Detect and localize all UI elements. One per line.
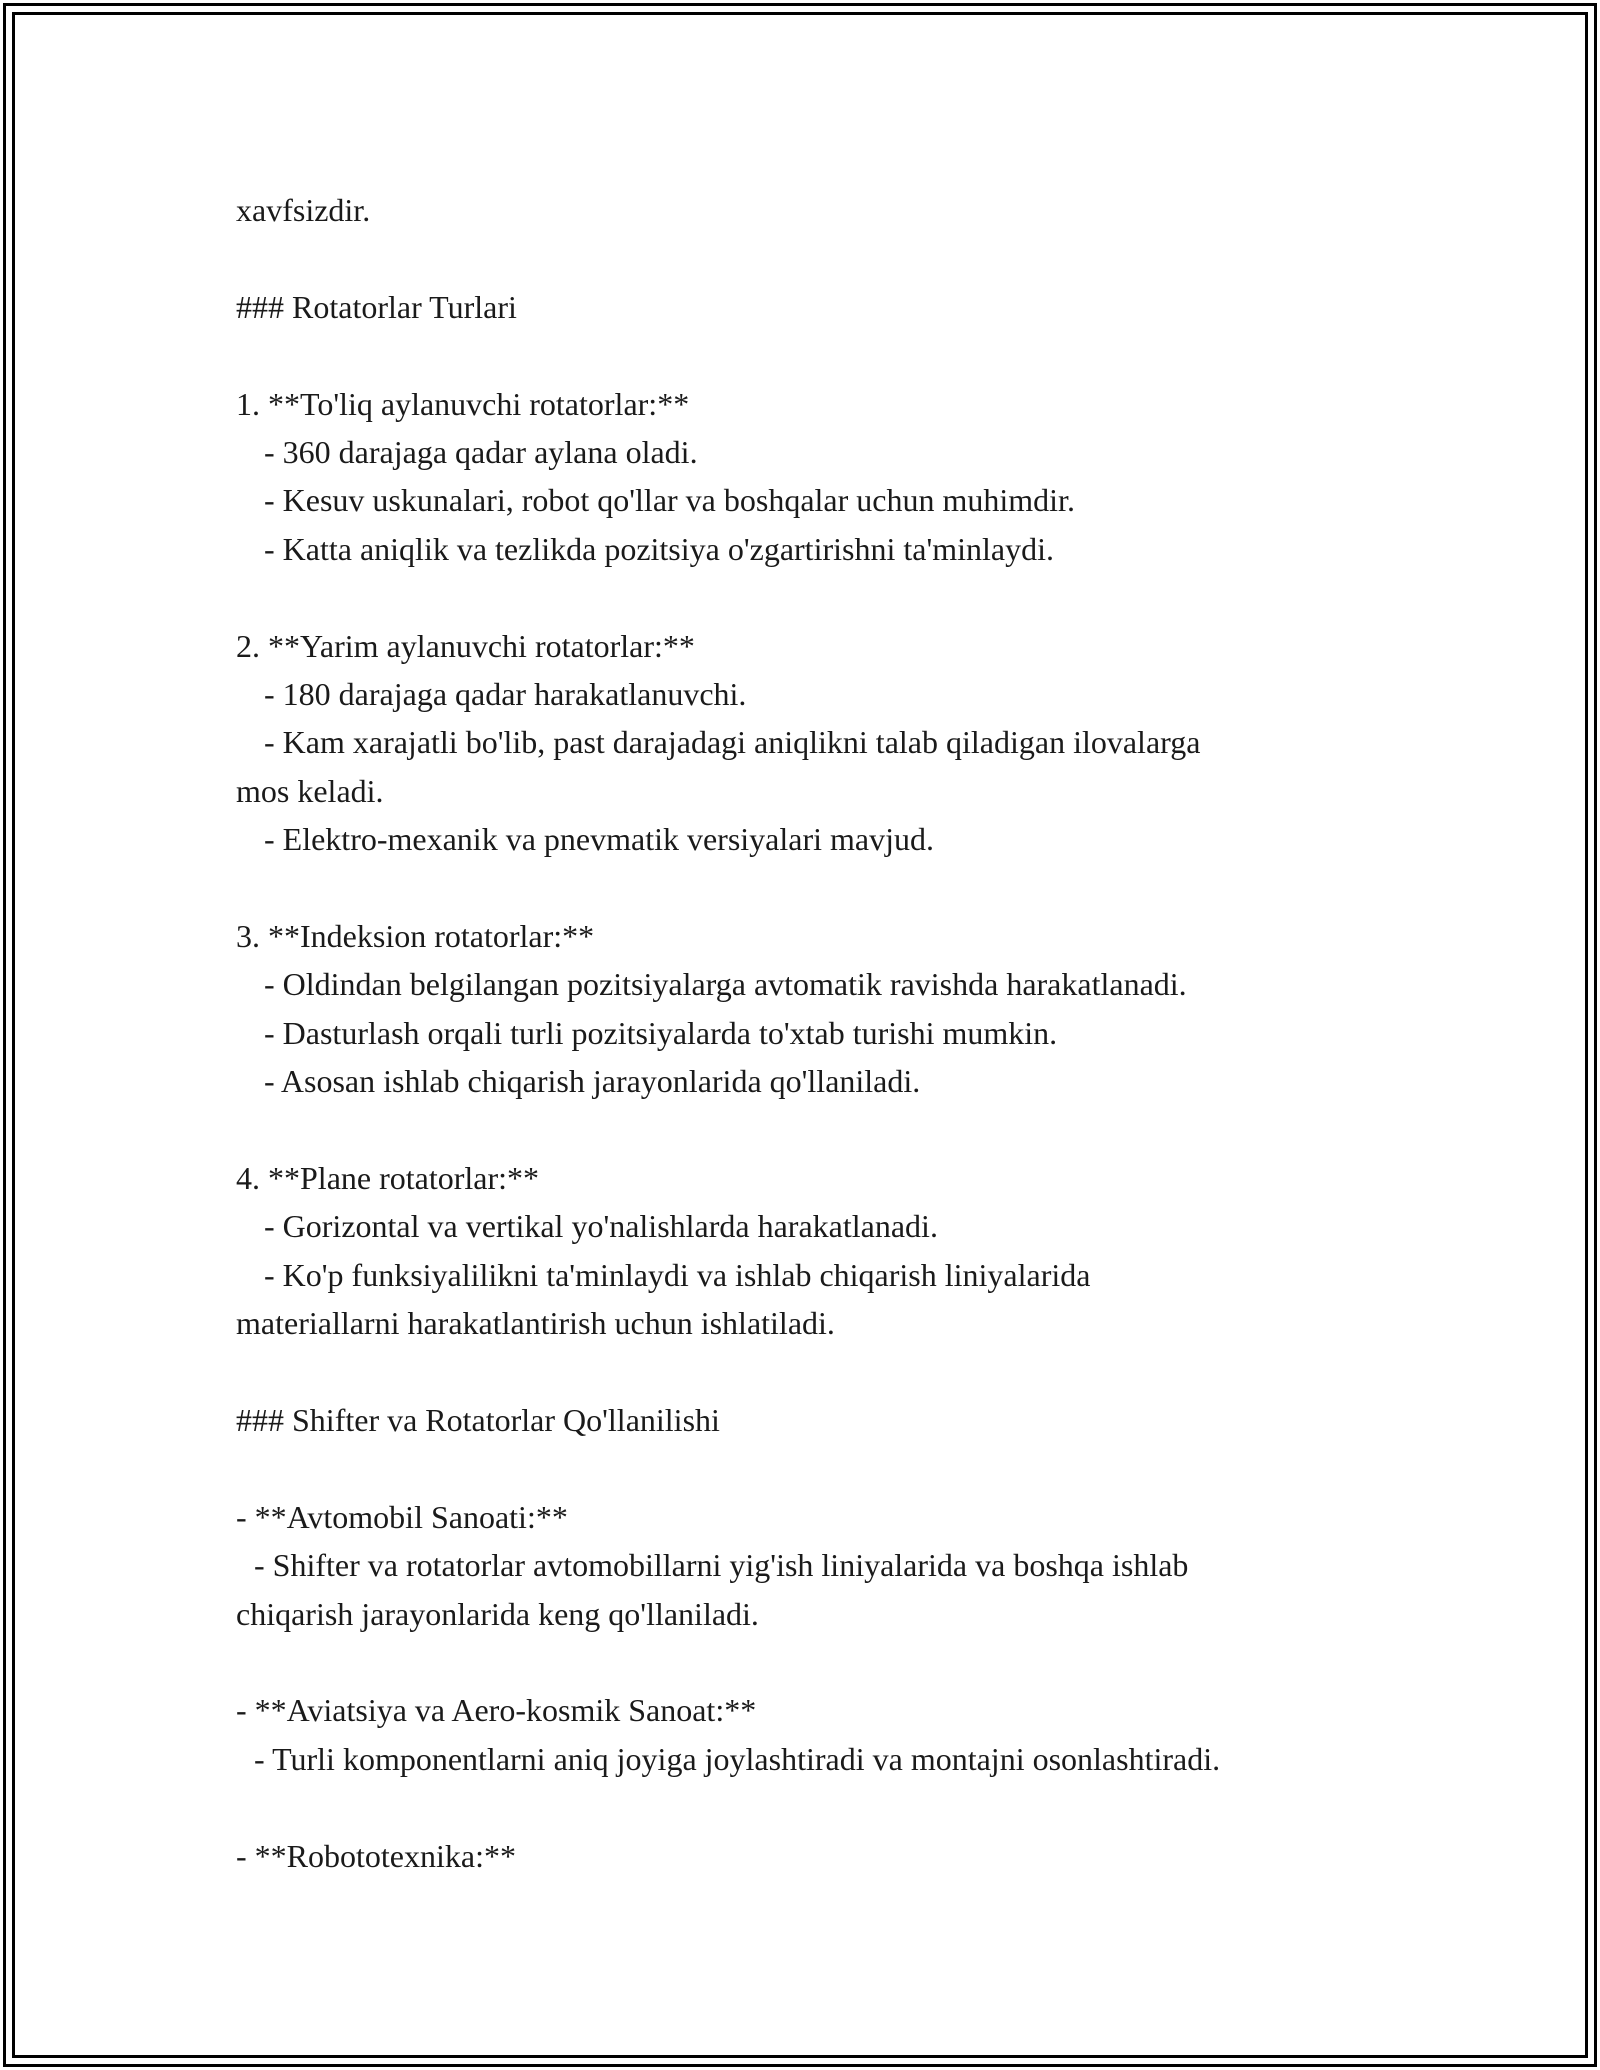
blank-line: [236, 573, 1406, 621]
list-subitem: - 180 darajaga qadar harakatlanuvchi.: [264, 676, 747, 713]
list-subitem: - Oldindan belgilangan pozitsiyalarga avtomatik ravishda harakatlanadi.: [264, 966, 1187, 1003]
blank-line: [236, 1444, 1406, 1492]
bullet-subitem: - Turli komponentlarni aniq joyiga joylashtiradi va montajni osonlashtiradi.: [254, 1740, 1221, 1777]
list-subitem: - Ko'p funksiyalilikni ta'minlaydi va ishlab chiqarish liniyalarida: [264, 1256, 1091, 1293]
bullet-heading: - **Aviatsiya va Aero-kosmik Sanoat:**: [236, 1692, 757, 1729]
list-item-heading: 3. **Indeksion rotatorlar:**: [236, 918, 595, 955]
list-subitem: - Asosan ishlab chiqarish jarayonlarida qo'llaniladi.: [264, 1063, 921, 1100]
list-subitem: - 360 darajaga qadar aylana oladi.: [264, 434, 698, 470]
blank-line: [236, 234, 1406, 282]
list-subitem: - Kesuv uskunalari, robot qo'llar va boshqalar uchun muhimdir.: [264, 482, 1075, 519]
list-item-heading: 1. **To'liq aylanuvchi rotatorlar:**: [236, 385, 690, 422]
list-subitem: - Kam xarajatli bo'lib, past darajadagi aniqlikni talab qiladigan ilovalarga: [264, 724, 1201, 761]
blank-line: [236, 1106, 1406, 1154]
section-heading: ### Rotatorlar Turlari: [236, 288, 517, 325]
list-subitem-continuation: mos keladi.: [236, 772, 384, 809]
list-subitem: - Gorizontal va vertikal yo'nalishlarda harakatlanadi.: [264, 1208, 938, 1245]
bullet-subitem-continuation: chiqarish jarayonlarida keng qo'llaniladi.: [236, 1595, 759, 1632]
list-subitem: - Katta aniqlik va tezlikda pozitsiya o'zgartirishni ta'minlaydi.: [264, 530, 1054, 567]
blank-line: [236, 1348, 1406, 1396]
bullet-heading: - **Avtomobil Sanoati:**: [236, 1498, 568, 1535]
bullet-subitem: - Shifter va rotatorlar avtomobillarni yig'ish liniyalarida va boshqa ishlab: [254, 1547, 1189, 1584]
list-subitem-continuation: materiallarni harakatlantirish uchun ishlatiladi.: [236, 1305, 835, 1342]
document-body: [236, 186, 1406, 1880]
section-heading: ### Shifter va Rotatorlar Qo'llanilishi: [236, 1402, 720, 1439]
list-subitem: - Dasturlash orqali turli pozitsiyalarda to'xtab turishi mumkin.: [264, 1014, 1058, 1051]
blank-line: [236, 1638, 1406, 1686]
blank-line: [236, 331, 1406, 379]
list-item-heading: 4. **Plane rotatorlar:**: [236, 1160, 540, 1197]
text-line: xavfsizdir.: [236, 192, 371, 228]
list-subitem: - Elektro-mexanik va pnevmatik versiyalari mavjud.: [264, 821, 934, 858]
bullet-heading: - **Robototexnika:**: [236, 1837, 516, 1874]
blank-line: [236, 1783, 1406, 1831]
list-item-heading: 2. **Yarim aylanuvchi rotatorlar:**: [236, 627, 695, 664]
blank-line: [236, 864, 1406, 912]
